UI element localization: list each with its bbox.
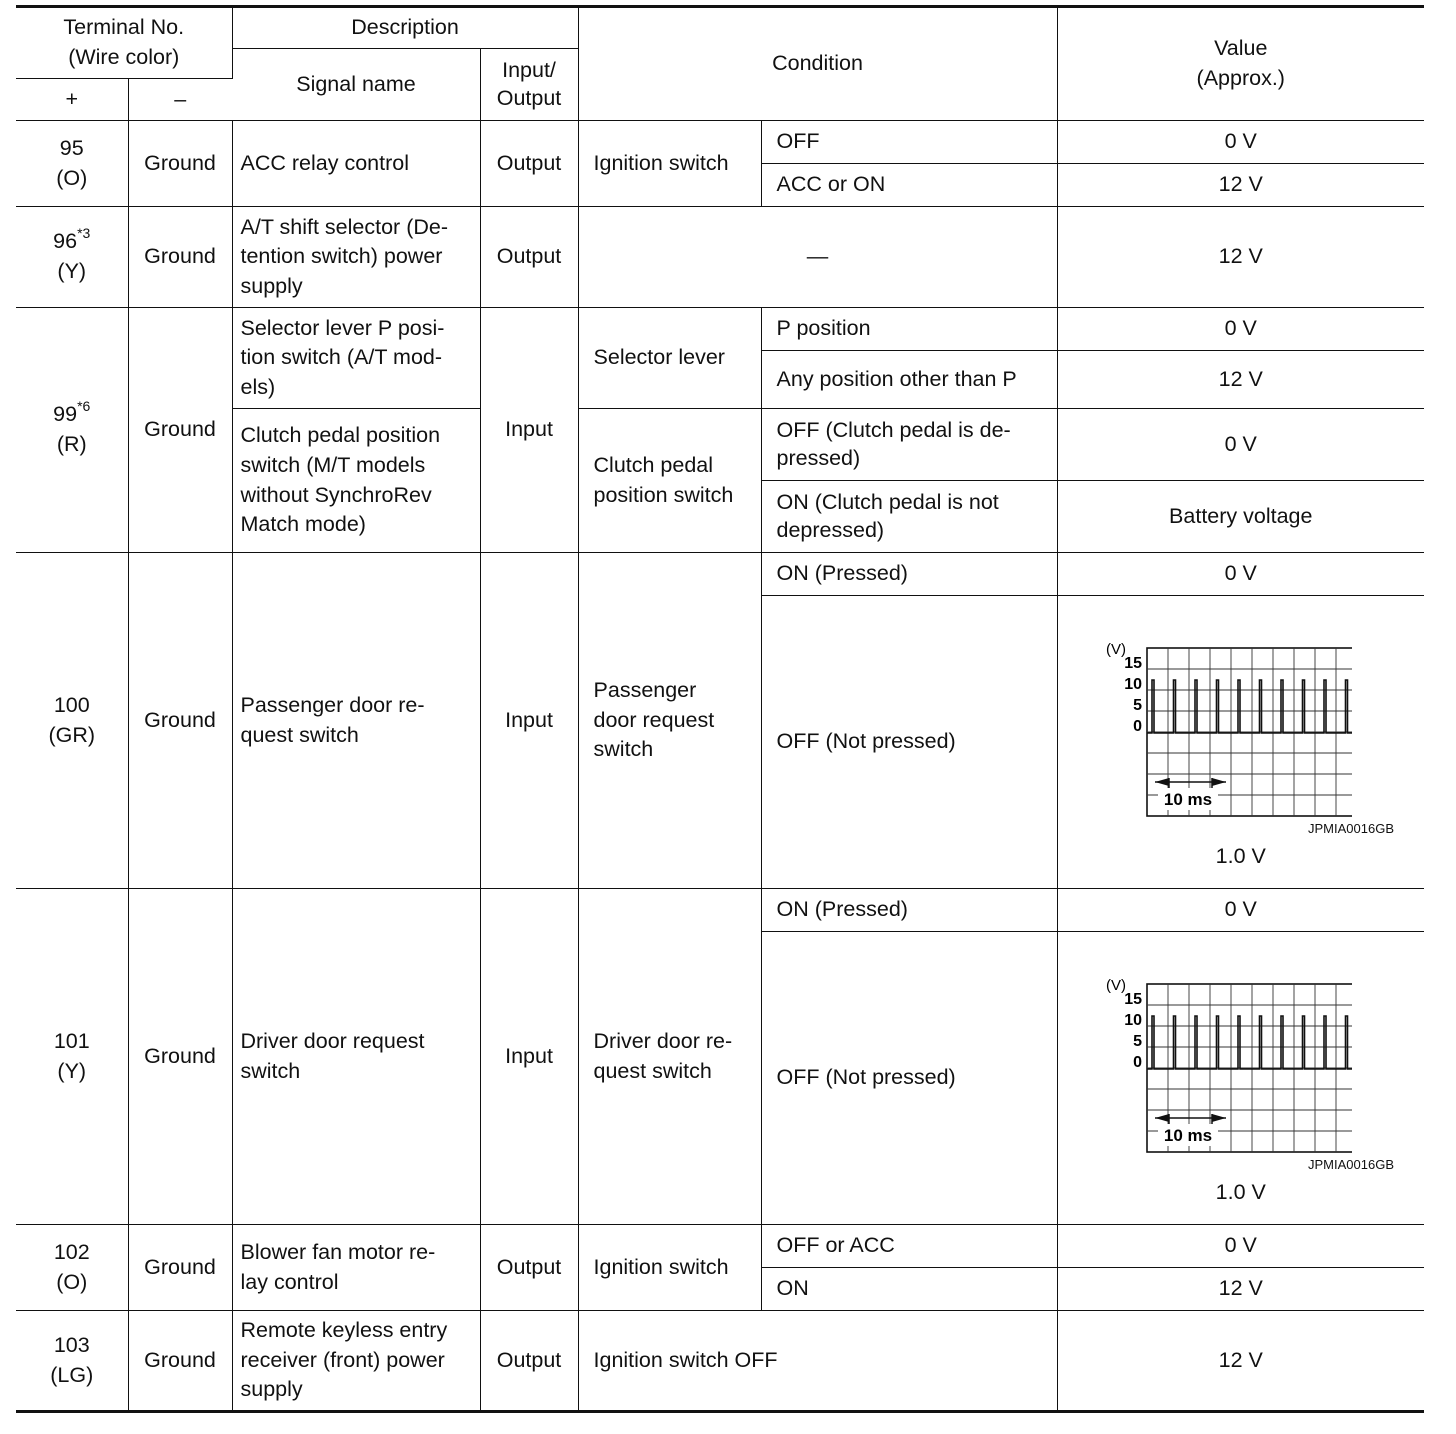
wire-color: (Y) xyxy=(57,1058,87,1083)
sub-condition-cell: Any position other than P xyxy=(761,351,1057,409)
value-cell: 1.0 V xyxy=(1215,844,1266,868)
header-description: Description xyxy=(232,7,578,49)
sub-condition-cell: OFF (Not pressed) xyxy=(761,596,1057,889)
signal-name-cell: Driver door request switch xyxy=(232,889,480,1225)
terminal-cell xyxy=(16,308,128,553)
signal-name-cell: Passenger door re- quest switch xyxy=(232,553,480,889)
waveform-chart xyxy=(1102,638,1352,818)
ground-cell: Ground xyxy=(128,121,232,207)
ground-cell: Ground xyxy=(128,889,232,1225)
value-cell: 12 V xyxy=(1057,351,1424,409)
signal-name-cell: ACC relay control xyxy=(232,121,480,207)
wire-color: (LG) xyxy=(50,1362,94,1387)
signal-name-cell: Clutch pedal position switch (M/T models without SynchroRev Match mode) xyxy=(232,409,480,553)
waveform-y-tick: 10 xyxy=(1123,676,1142,693)
condition-cell: Passenger door request switch xyxy=(578,553,761,889)
terminal-number: 101 xyxy=(53,1028,90,1053)
wire-color: (Y) xyxy=(57,259,87,283)
figure-code: JPMIA0016GB xyxy=(1308,1157,1395,1172)
condition-cell: Clutch pedal position switch xyxy=(578,409,761,553)
ground-cell: Ground xyxy=(128,207,232,308)
time-span-marker xyxy=(1155,1114,1226,1124)
ground-cell: Ground xyxy=(128,1225,232,1311)
io-cell: Output xyxy=(480,1225,578,1311)
terminal-number: 100 xyxy=(53,692,90,717)
value-cell: 0 V xyxy=(1057,1225,1424,1268)
waveform-value-cell xyxy=(1057,932,1424,1225)
waveform-unit-label: (V) xyxy=(1105,641,1126,658)
value-cell: 0 V xyxy=(1057,889,1424,932)
io-cell: Output xyxy=(480,207,578,308)
value-cell: 0 V xyxy=(1057,553,1424,596)
value-cell: 0 V xyxy=(1057,121,1424,164)
terminal-cell xyxy=(16,1225,128,1311)
terminal-number: 99 xyxy=(53,402,78,427)
ground-cell: Ground xyxy=(128,553,232,889)
waveform-trace xyxy=(1147,1016,1352,1069)
io-cell: Input xyxy=(480,308,578,553)
header-signal-name: Signal name xyxy=(232,49,480,121)
waveform-unit-label: (V) xyxy=(1105,977,1126,994)
header-value: Value (Approx.) xyxy=(1057,7,1424,121)
terminal-number: 95 xyxy=(59,135,84,160)
waveform-chart xyxy=(1102,974,1352,1154)
sub-condition-cell: ON (Pressed) xyxy=(761,553,1057,596)
figure-code: JPMIA0016GB xyxy=(1308,821,1395,836)
io-cell: Output xyxy=(480,1311,578,1412)
value-cell: 12 V xyxy=(1057,1311,1424,1412)
sub-condition-cell: P position xyxy=(761,308,1057,351)
wire-color: (GR) xyxy=(48,722,96,747)
header-input-output: Input/ Output xyxy=(480,49,578,121)
condition-cell: Driver door re- quest switch xyxy=(578,889,761,1225)
value-cell: 12 V xyxy=(1057,1268,1424,1311)
value-cell: 0 V xyxy=(1057,308,1424,351)
footnote-ref: *6 xyxy=(77,398,91,415)
waveform-value-cell xyxy=(1057,596,1424,889)
condition-cell: Ignition switch xyxy=(578,1225,761,1311)
value-cell: Battery voltage xyxy=(1057,481,1424,553)
waveform-y-tick: 5 xyxy=(1132,697,1142,714)
terminal-spec-table xyxy=(16,5,1424,1413)
wire-color: (R) xyxy=(56,432,87,456)
condition-cell: — xyxy=(578,207,1057,308)
waveform-container xyxy=(1058,932,1425,1224)
terminal-number: 102 xyxy=(53,1239,90,1264)
header-terminal: Terminal No. (Wire color) xyxy=(16,7,232,79)
terminal-cell xyxy=(16,1311,128,1412)
sub-condition-cell: ACC or ON xyxy=(761,164,1057,207)
ground-cell: Ground xyxy=(128,1311,232,1412)
value-cell: 12 V xyxy=(1057,164,1424,207)
waveform-y-tick: 0 xyxy=(1132,718,1142,735)
waveform-time-label: 10 ms xyxy=(1163,790,1212,809)
waveform-y-tick: 15 xyxy=(1123,655,1142,672)
waveform-container xyxy=(1058,596,1425,888)
sub-condition-cell: ON (Clutch pedal is not depressed) xyxy=(761,481,1057,553)
waveform-y-tick: 15 xyxy=(1123,991,1142,1008)
sub-condition-cell: ON xyxy=(761,1268,1057,1311)
io-cell: Input xyxy=(480,889,578,1225)
signal-name-cell: Remote keyless entry receiver (front) power supply xyxy=(232,1311,480,1412)
footnote-ref: *3 xyxy=(77,225,91,242)
sub-condition-cell: OFF or ACC xyxy=(761,1225,1057,1268)
wire-color: (O) xyxy=(56,1269,88,1294)
terminal-cell xyxy=(16,207,128,308)
signal-name-cell: Blower fan motor re- lay control xyxy=(232,1225,480,1311)
header-plus: + xyxy=(16,79,128,121)
sub-condition-cell: OFF (Not pressed) xyxy=(761,932,1057,1225)
ground-cell: Ground xyxy=(128,308,232,553)
terminal-cell xyxy=(16,889,128,1225)
time-span-marker xyxy=(1155,778,1226,788)
value-cell: 12 V xyxy=(1057,207,1424,308)
waveform-y-tick: 0 xyxy=(1132,1054,1142,1071)
io-cell: Input xyxy=(480,553,578,889)
condition-cell: Ignition switch OFF xyxy=(578,1311,1057,1412)
waveform-y-tick: 10 xyxy=(1123,1012,1142,1029)
terminal-cell xyxy=(16,121,128,207)
wire-color: (O) xyxy=(56,165,88,190)
io-cell: Output xyxy=(480,121,578,207)
waveform-y-tick: 5 xyxy=(1132,1033,1142,1050)
condition-cell: Selector lever xyxy=(578,308,761,409)
terminal-number: 103 xyxy=(53,1332,90,1357)
waveform-time-label: 10 ms xyxy=(1163,1126,1212,1145)
sub-condition-cell: ON (Pressed) xyxy=(761,889,1057,932)
sub-condition-cell: OFF xyxy=(761,121,1057,164)
sub-condition-cell: OFF (Clutch pedal is de- pressed) xyxy=(761,409,1057,481)
value-cell: 1.0 V xyxy=(1215,1180,1266,1204)
terminal-number: 96 xyxy=(53,229,78,254)
header-condition: Condition xyxy=(578,7,1057,121)
waveform-trace xyxy=(1147,680,1352,733)
condition-cell: Ignition switch xyxy=(578,121,761,207)
value-cell: 0 V xyxy=(1057,409,1424,481)
signal-name-cell: Selector lever P posi- tion switch (A/T mod- els) xyxy=(232,308,480,409)
terminal-cell xyxy=(16,553,128,889)
signal-name-cell: A/T shift selector (De- tention switch) power supply xyxy=(232,207,480,308)
header-minus: – xyxy=(128,79,232,121)
